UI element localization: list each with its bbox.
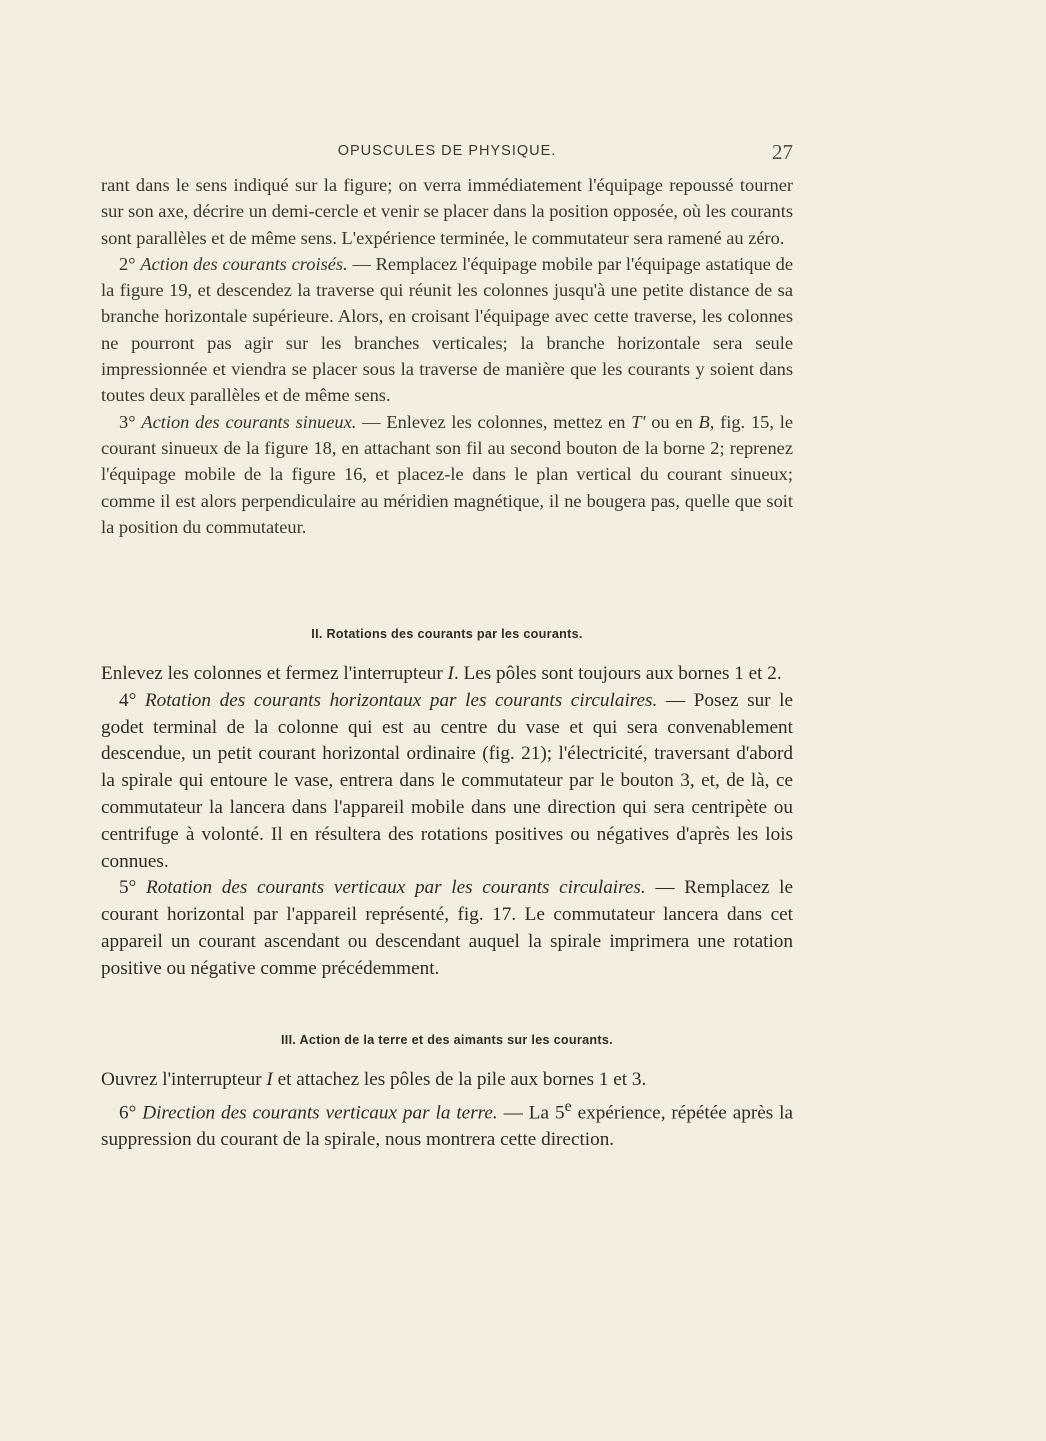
item-text: — Posez sur le godet terminal de la colonne qui est au centre du vase et qui sera convenablement descendue, un petit courant horizontal ordinaire (fig. 21); l'électricité, traversant d'abord la spirale qui entoure le vase, entrera dans le commutateur par le bouton 3, et, de là, ce commutateur la lancera dans l'appareil mobile dans une direction qui sera centripète ou centrifuge à volonté. Il en résultera des rotations positives ou négatives d'après les lois connues. [101, 689, 794, 872]
text-block-2 [101, 661, 793, 983]
paragraph-experiment-6 [101, 1094, 793, 1154]
item-text: et attachez les pôles de la pile aux bornes 1 et 3. [272, 1069, 647, 1090]
variable-b: B [698, 411, 710, 432]
item-title: Rotation des courants verticaux par les courants circulaires. [145, 877, 646, 899]
text-block-3 [101, 1067, 793, 1154]
item-text: — Enlevez les colonnes, mettez en [356, 411, 632, 432]
paragraph-intro [101, 1067, 793, 1094]
item-text: — La 5 [497, 1102, 565, 1124]
paragraph-experiment-4 [101, 688, 793, 876]
variable-t: T' [631, 411, 646, 432]
item-text: — Remplacez l'équipage mobile par l'équipage astatique de la figure 19, et descendez la traverse qui réunit les colonnes jusqu'à une petite distance de sa branche horizontale supérieure. Alors, en croisant l'équipage avec cette traverse, les colonnes ne pourront pas agir sur les branches verticales; la branche horizontale sera seule impressionnée et viendra se placer sous la traverse de manière que les courants y soient dans toutes deux parallèles et de même sens. [101, 253, 793, 406]
item-number: 2° [119, 253, 136, 274]
paragraph-experiment-5 [101, 875, 793, 982]
item-text: . Les pôles sont toujours aux bornes 1 et 2. [453, 663, 782, 684]
page-header [101, 140, 793, 164]
paragraph-continued: rant dans le sens indiqué sur la figure; on verra immédiatement l'équipage repoussé tourner sur son axe, décrire un demi-cercle et venir se placer dans la position opposée, où les courants sont parallèles et de même sens. L'expérience terminée, le commutateur sera ramené au zéro. [101, 175, 793, 248]
page-number: 27 [772, 140, 793, 164]
item-title: Direction des courants verticaux par la terre. [142, 1102, 498, 1124]
text-block-1 [101, 172, 793, 540]
running-title: OPUSCULES DE PHYSIQUE. [337, 143, 557, 159]
item-number: 3° [119, 411, 136, 432]
item-text: Enlevez les colonnes et fermez l'interrupteur [101, 663, 448, 684]
section-heading-3: III. Action de la terre et des aimants sur les courants. [281, 1033, 613, 1047]
item-text: , fig. 15, le courant sinueux de la figure 18, en attachant son fil au second bouton de la borne 2; reprenez l'équipage mobile de la figure 16, et placez-le dans le plan vertical du courant sinueux; comme il est alors perpendiculaire au méridien magnétique, il ne bougera pas, quelle que soit la position du commutateur. [101, 411, 793, 537]
item-text: Ouvrez l'interrupteur [101, 1069, 267, 1090]
item-number: 6° [119, 1102, 137, 1124]
item-number: 4° [119, 689, 137, 711]
item-number: 5° [119, 877, 137, 899]
item-title: Rotation des courants horizontaux par les courants circulaires. [144, 689, 658, 711]
item-text: expérience, répétée après la suppression du courant de la spirale, nous montrera cette direction. [101, 1102, 793, 1150]
variable-i: I [266, 1069, 273, 1090]
item-text: — Remplacez le courant horizontal par l'appareil représenté, fig. 17. Le commutateur lancera dans cet appareil un courant ascendant ou descendant auquel la spirale imprimera une rotation positive ou négative comme précédemment. [101, 877, 794, 979]
paragraph-intro [101, 661, 793, 688]
item-title: Action des courants sinueux. [141, 411, 357, 432]
paragraph-experiment-3 [101, 409, 793, 540]
item-text: ou en [645, 411, 699, 432]
section-heading-2: II. Rotations des courants par les courants. [311, 627, 583, 641]
superscript: e [564, 1097, 572, 1115]
variable-i: I [447, 663, 454, 684]
paragraph-experiment-2 [101, 251, 793, 409]
item-title: Action des courants croisés. [140, 253, 348, 274]
